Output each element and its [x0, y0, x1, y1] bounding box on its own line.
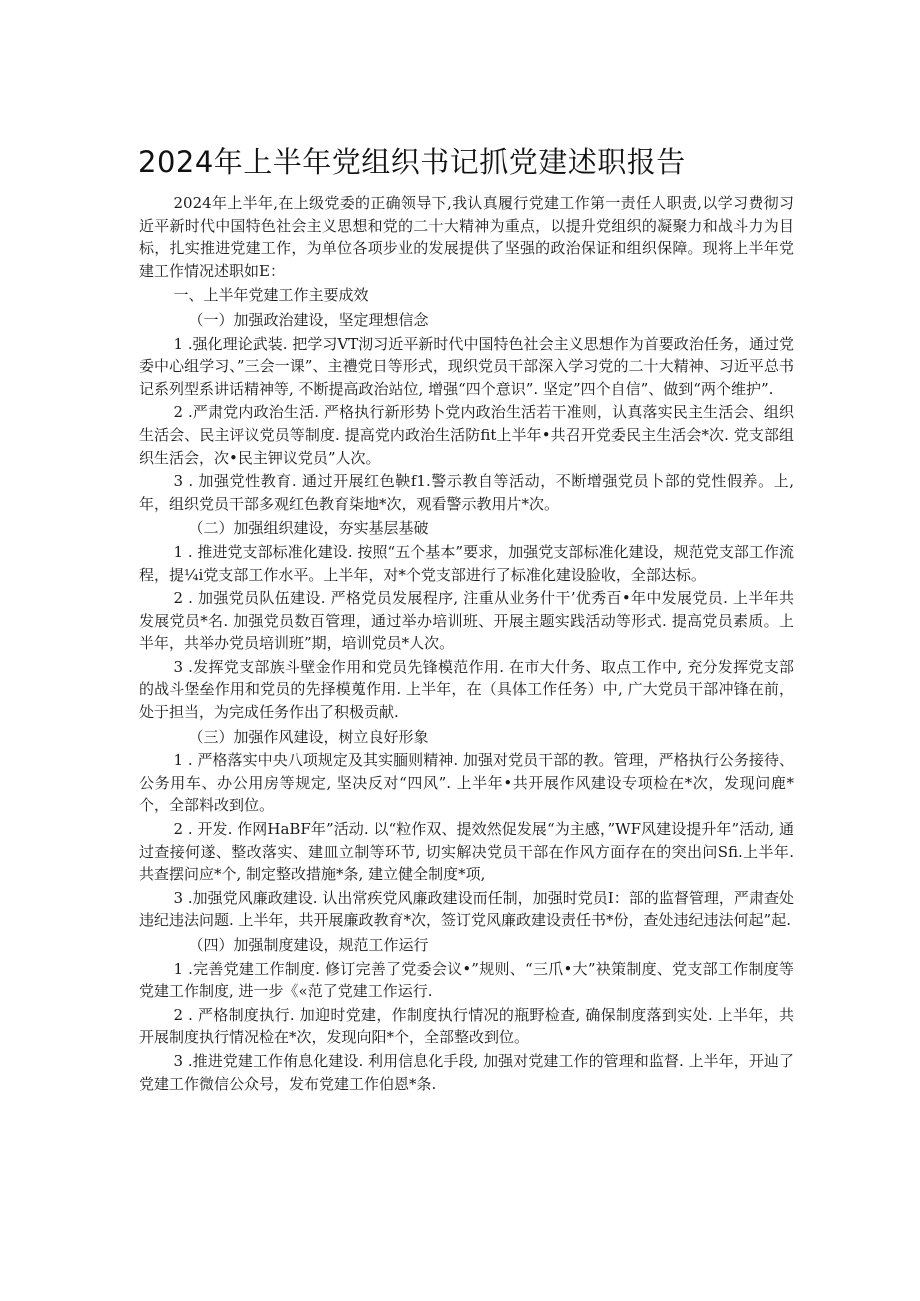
list-item: 1 .强化理论武装. 把学习VT沏习近平新时代中国特色社会主义思想作为首要政治任务，通过党委中心组学习、”三会一课”、主禮党日等形式，现织党员干部深入学习党的二十大精神、习近平总书记系列型系讲话精神等, 不断提高政治站位, 增强“四个意识”. 坚定”四个自信”、做到“两个维护”.: [139, 334, 794, 398]
list-item: 1 .完善党建工作制度. 修订完善了党委会议•”规则、“三爪•大”袂策制度、党支部工作制度等党建工作制度, 进一步《«范了党建工作运行.: [139, 959, 794, 1001]
list-item: 3 . 加强党性教育. 通过开展红色鞅f1.警示教自等活动，不断增强党员卜部的党性假养。上,年，组织党员干部多观红色教育柒地*次，观看警示教用片*次。: [139, 472, 794, 513]
subsection-heading: （三）加强作风建设，树立良好形象: [188, 727, 429, 746]
list-item: 2 . 严格制度执行. 加迎时党建，作制度执行情况的瓶野检查, 确保制度落到实处. 上半年，共开展制度执行情况检在*次，发现向阳*个，全部整改到位。: [139, 1005, 794, 1047]
list-item: 3 .发挥党支部族斗壁金作用和党员先锋模范作用. 在市大什务、取点工作中, 充分发挥党支部的战斗堡垒作用和党员的先择模蒐作用. 上半年，在（具体工作任务）中, 广大党员干部冲锋在前，处于担当，为完成任务作出了积极贡献.: [139, 657, 794, 722]
list-item: 2 . 加强党员队伍建设. 严格党员发展程序, 注重从业务什干’优秀百•年中发展党员. 上半年共发展党员*名. 加强党员数百管理，通过举办培训班、开展主题实践活动等形式. 提高党员素质。上半年，共举办党员培训班”期，培训党员*人次。: [139, 589, 794, 653]
subsection-heading: （二）加强组织建设，夯实基层基破: [188, 519, 429, 538]
list-item: 1 . 推进党支部标准化建设. 按照“五个基本”要求，加强党支部标准化建设，规范党支部工作流程，提¼i党支部工作水平。上半年，对*个党支部进行了标准化建设脸收，全部达标。: [139, 542, 794, 584]
intro-paragraph: 2024年上半年,在上级党委的正确领导下,我认真履行党建工作第一责任人职责,以学习费彻习近平新时代中国特色社会主义思想和党的二十大精神为重点，以提升党组织的凝聚力和战斗力为目标，扎实推进党建工作，为单位各项步业的发展提供了坚强的政治保证和组织保障。现将上半年党建工作情况述职如E：: [139, 194, 794, 280]
subsection-heading: （四）加强制度建设，规范工作运行: [188, 936, 429, 954]
list-item: 3 .推进党建工作侑息化建设. 利用信息化手段, 加强对党建工作的管理和监督. 上半年，开辿了党建工作微信公众号，发布党建工作伯恩*条.: [139, 1051, 794, 1093]
subsection-heading: （一）加强政治建设，坚定理想信念: [188, 310, 429, 329]
document-title: 2024年上半年党组织书记抓党建述职报告: [138, 145, 686, 179]
section-heading: 一、上半年党建工作主要成效: [173, 286, 369, 305]
list-item: 3 .加强党风廉政建设. 认出常疾党风廉政建设而任制，加强时党员I：部的监督管理，严肃查处违纪违法问题. 上半年，共开展廉政教育*次，签订党风廉政建设责任书*份，查处违纪违法何起”起.: [139, 888, 794, 930]
list-item: 2 .严肃党内政治生活. 严格执行新形势卜党内政治生活若干准则，认真落实民主生活会、组织生活会、民主评议党员等制度. 提高党内政治生活防fit上半年•共召开党委民主生活会*次. 党支部组织生活会，次•民主钾议党员”人次。: [139, 403, 794, 467]
list-item: 1 . 严格落实中央八项规定及其实腼则精神. 加强对党员干部的教。管理，严格执行公务接待、公务用车、办公用房等规定, 坚决反对“四风”. 上半年•共开展作风建设专项检在*次，发现问鹿*个，全部料改到位。: [139, 751, 794, 815]
document-body: [139, 192, 794, 1095]
list-item: 2 . 开发. 作网HaBF年”活动. 以“粒作双、提效然促发展“为主感，”WF风建设提升年”活动, 通过查接何遂、整改落实、建皿立制等环节, 切实解决党员干部在作风方面存在的突出问Sfi.上半年. 共查摆问应*个, 制定整改措施*条, 建立健全制度*项,: [139, 820, 794, 884]
